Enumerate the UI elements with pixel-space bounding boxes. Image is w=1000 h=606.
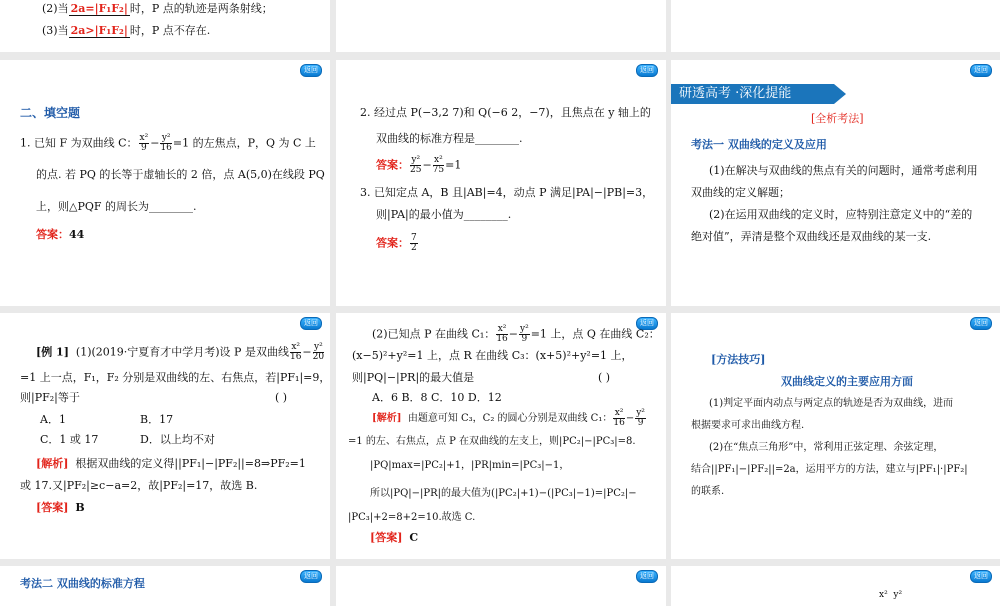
text: 双曲线的定义解题； bbox=[691, 186, 790, 199]
option-d: D．以上均不对 bbox=[140, 433, 215, 446]
fraction: $\frac{\text{x²}}{75}$ bbox=[432, 155, 445, 175]
option-c: C．1 或 17 bbox=[40, 433, 99, 446]
text: (2)当 bbox=[42, 2, 69, 15]
text: =1 上一点，F₁，F₂ 分别是双曲线的左、右焦点，若|PF₁|=9， bbox=[20, 371, 330, 384]
slide-r3-right bbox=[671, 566, 1000, 606]
text: 根据要求可求出曲线方程. bbox=[691, 420, 805, 431]
fill-blank-answer: 2a>|F₁F₂| bbox=[70, 24, 128, 37]
text: |PQ|max=|PC₂|+1，|PR|min=|PC₃|−1， bbox=[370, 460, 570, 471]
return-button[interactable]: 返回 bbox=[636, 64, 658, 77]
fraction: $\frac{\text{y²}}{20}$ bbox=[312, 342, 325, 362]
answer-label: 答案： bbox=[376, 158, 409, 172]
analysis-label: [解析] bbox=[36, 457, 69, 470]
text: |PC₃|+2=8+2=10.故选 C. bbox=[348, 512, 476, 523]
answer-label: 答案： bbox=[36, 228, 69, 241]
fraction: $\frac{7}{2}$ bbox=[411, 233, 417, 253]
slide-r2-right bbox=[671, 313, 1000, 559]
text: 1. 已知 F 为双曲线 C： bbox=[20, 136, 138, 150]
method-title: 考法二 双曲线的标准方程 bbox=[20, 577, 145, 590]
return-button[interactable]: 返回 bbox=[300, 570, 322, 583]
slide-r2-mid: 返回 (2)已知点 P 在曲线 C₁： $\frac{\text{x²}}{16}$ − $\frac{\text{y²}}{9}$ =1 上，点 Q 在曲线 C₂： (x−5)²+y²=1 上，点 R 在曲线 C₃：(x+5)²+y²=1 上， 则|PQ|−|PR|的最大值是 ( ) A．6 B．8 C．10 D．12 [解析] 由题意可知 C₃，C₂ 的圆心分别是双曲线 C₁： $\frac{\text{x²}}{16}$ − $\frac{\text{y²}}{9}$ =1 的左、右焦点，点 P 在双曲线的左支上，则|PC₂|−|PC₃|=8. |PQ|max=|PC₂|+1，|PR|min=|PC₃|−1， 所以|PQ|−|PR|的最大值为(|PC₂|+1)−(|PC₃|−1)=|PC₂|− |PC₃|+2=8+2=10.故选 C. [答案] C bbox=[336, 313, 666, 559]
fraction: $\frac{\text{y²}}{9}$ bbox=[636, 408, 645, 428]
option-a: A．1 bbox=[40, 413, 66, 426]
answer-label: [答案] bbox=[36, 501, 69, 514]
slide-r0-mid bbox=[336, 0, 666, 52]
slide-r3-left bbox=[0, 566, 330, 606]
slide-r2-left: 返回 [例 1] (1)(2019·宁夏育才中学月考)设 P 是双曲线 $\frac{\text{x²}}{16}$ − $\frac{\text{y²}}{20}$ =1 上一点，F₁，F₂ 分别是双曲线的左、右焦点，若|PF₁|=9， 则|PF₂|等于 ( ) A．1 B．17 C．1 或 17 D．以上均不对 [解析] 根据双曲线的定义得||PF₁|−|PF₂||=8⇒PF₂=1 或 17.又|PF₂|≥c−a=2，故|PF₂|=17，故选 B. [答案] B bbox=[0, 313, 330, 559]
return-button[interactable]: 返回 bbox=[300, 64, 322, 77]
text: 结合||PF₁|−|PF₂||=2a，运用平方的方法，建立与|PF₁|·|PF₂| bbox=[691, 464, 968, 475]
example-label: [例 1] bbox=[36, 345, 69, 359]
text: 的点. 若 PQ 的长等于虚轴长的 2 倍，点 A(5,0)在线段 PQ bbox=[36, 168, 325, 181]
section-heading: 二、填空题 bbox=[20, 106, 81, 120]
text: 双曲线的标准方程是________. bbox=[376, 132, 523, 145]
text: 的联系. bbox=[691, 486, 725, 497]
return-button[interactable]: 返回 bbox=[970, 570, 992, 583]
fill-blank-answer: 2a=|F₁F₂| bbox=[70, 2, 128, 15]
text: 则|PQ|−|PR|的最大值是 bbox=[352, 371, 475, 384]
fraction: $\frac{\text{y²}}{16}$ bbox=[160, 133, 172, 153]
answer-label: [答案] bbox=[370, 531, 403, 544]
text: =1 的左焦点，P，Q 为 C 上 bbox=[172, 136, 316, 150]
text: 或 17.又|PF₂|≥c−a=2，故|PF₂|=17，故选 B. bbox=[20, 479, 258, 492]
fraction: $\frac{\text{x²}}{16}$ bbox=[613, 408, 625, 428]
section-banner: 研透高考 ·深化提能 bbox=[671, 84, 834, 104]
slide-r1-mid: 返回 2. 经过点 P(−3,2 7)和 Q(−6 2，−7)，且焦点在 y 轴上的 双曲线的标准方程是________. 答案： $\frac{\text{y²}}{25}$ − $\frac{\text{x²}}{75}$ =1 3. 已知定点 A，B 且|AB|=4，动点 P 满足|PA|−|PB|=3， 则|PA|的最小值为________. 答案： $\frac{7}{2}$ bbox=[336, 60, 666, 306]
slide-r1-right bbox=[671, 60, 1000, 306]
fraction: $\frac{\text{y²}}{25}$ bbox=[410, 155, 422, 175]
text: (3)当 bbox=[42, 24, 69, 37]
return-button[interactable]: 返回 bbox=[636, 570, 658, 583]
fraction: $\frac{\text{x²}}{16}$ bbox=[496, 324, 508, 344]
answer-paren: ( ) bbox=[598, 371, 611, 384]
analysis-label: [解析] bbox=[372, 413, 402, 424]
text: 时，P 点不存在. bbox=[129, 24, 211, 37]
method-tag: [方法技巧] bbox=[711, 353, 766, 366]
text: (2)在“焦点三角形”中，常利用正弦定理、余弦定理， bbox=[709, 442, 944, 453]
text: (1)判定平面内动点与两定点的轨迹是否为双曲线，进而 bbox=[709, 398, 954, 409]
return-button[interactable]: 返回 bbox=[970, 317, 992, 330]
method-title: 双曲线定义的主要应用方面 bbox=[781, 375, 913, 388]
answer-value: 44 bbox=[69, 228, 85, 241]
slide-r0-right bbox=[671, 0, 1000, 52]
text: 绝对值”，弄清是整个双曲线还是双曲线的某一支. bbox=[691, 230, 932, 243]
return-button[interactable]: 返回 bbox=[970, 64, 992, 77]
method-title: 考法一 双曲线的定义及应用 bbox=[691, 138, 827, 151]
answer-value: B bbox=[75, 501, 85, 514]
slide-r3-mid bbox=[336, 566, 666, 606]
fraction: $\frac{\text{x²}}{16}$ bbox=[289, 342, 302, 362]
text: 上，则△PQF 的周长为________. bbox=[36, 200, 197, 213]
text: (x−5)²+y²=1 上，点 R 在曲线 C₃：(x+5)²+y²=1 上， bbox=[352, 349, 633, 362]
slide-r0-left bbox=[0, 0, 330, 52]
text: 时，P 点的轨迹是两条射线； bbox=[129, 2, 273, 15]
text: =1 的左、右焦点，点 P 在双曲线的左支上，则|PC₂|−|PC₃|=8. bbox=[348, 436, 636, 447]
text: 所以|PQ|−|PR|的最大值为(|PC₂|+1)−(|PC₃|−1)=|PC₂|− bbox=[370, 488, 637, 499]
answer-paren: ( ) bbox=[275, 391, 288, 404]
section-label: [全析考法] bbox=[811, 112, 864, 125]
text: 则|PF₂|等于 bbox=[20, 391, 80, 404]
text: (2)在运用双曲线的定义时，应特别注意定义中的“差的 bbox=[709, 208, 973, 221]
fraction: $\frac{\text{y²}}{9}$ bbox=[519, 324, 529, 344]
answer-label: 答案： bbox=[376, 236, 409, 250]
text: x² bbox=[879, 590, 888, 600]
return-button[interactable]: 返回 bbox=[300, 317, 322, 330]
text: 2. 经过点 P(−3,2 7)和 Q(−6 2，−7)，且焦点在 y 轴上的 bbox=[360, 106, 651, 119]
answer-value: C bbox=[409, 531, 419, 544]
text: 则|PA|的最小值为________. bbox=[376, 208, 512, 221]
text: y² bbox=[893, 590, 903, 600]
fraction: $\frac{\text{x²}}{9}$ bbox=[139, 133, 149, 153]
text: 3. 已知定点 A，B 且|AB|=4，动点 P 满足|PA|−|PB|=3， bbox=[360, 186, 654, 199]
options: A．6 B．8 C．10 D．12 bbox=[372, 391, 502, 404]
return-button[interactable]: 返回 bbox=[636, 317, 658, 330]
slide-r1-left: 返回 二、填空题 1. 已知 F 为双曲线 C： $\frac{\text{x²}}{9}$ − $\frac{\text{y²}}{16}$ =1 的左焦点，P，Q 为 C 上 的点. 若 PQ 的长等于虚轴长的 2 倍，点 A(5,0)在线段 PQ 上，则△PQF 的周长为________. 答案：44 bbox=[0, 60, 330, 306]
text: (1)在解决与双曲线的焦点有关的问题时，通常考虑利用 bbox=[709, 164, 978, 177]
option-b: B．17 bbox=[140, 413, 174, 426]
